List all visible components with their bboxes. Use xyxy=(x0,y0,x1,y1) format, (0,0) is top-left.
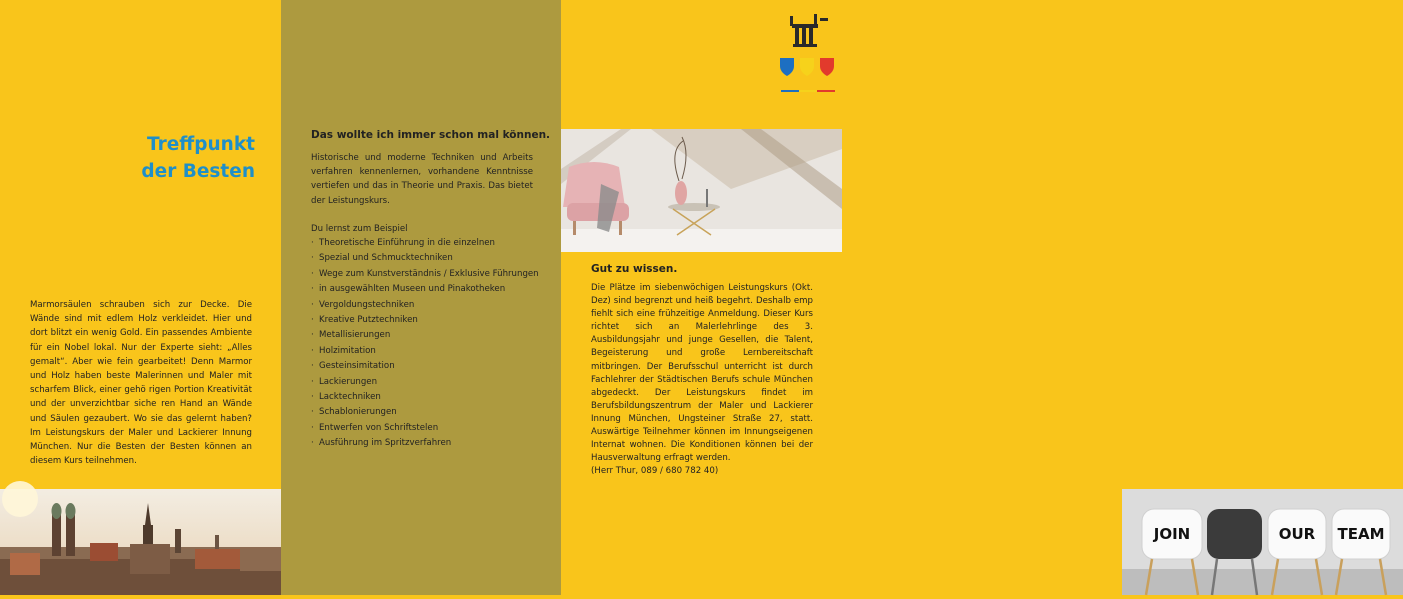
technique-list xyxy=(311,236,547,452)
list-item: · Lackierungen xyxy=(311,375,547,390)
info-paragraph xyxy=(591,282,813,478)
list-item: · Holzimitation xyxy=(311,344,547,359)
list-item: · Vergoldungstechniken xyxy=(311,298,547,313)
list-item: · in ausgewählten Museen und Pinakotheken xyxy=(311,282,547,297)
section-heading-info: Gut zu wissen. xyxy=(591,263,678,275)
list-lead: Du lernst zum Beispiel xyxy=(311,224,408,234)
list-item: · Entwerfen von Schriftstelen xyxy=(311,421,547,436)
list-item: · Ausführung im Spritzverfahren xyxy=(311,436,547,451)
list-item: · Metallisierungen xyxy=(311,328,547,343)
contact-info: (Herr Thur, 089 / 680 782 40) xyxy=(591,466,719,477)
page-title xyxy=(140,131,255,185)
middle-panel xyxy=(281,0,561,595)
left-panel xyxy=(0,0,281,595)
course-description: Historische und moderne Techniken und Arbeits verfahren kennenlernen, vorhandene Kenntnisse vertiefen und das in Theorie und Praxis. Das bietet der Leistungskurs. xyxy=(311,153,533,206)
sign-word-join: JOIN xyxy=(1153,525,1191,543)
list-item: · Wege zum Kunstverständnis / Exklusive Führungen xyxy=(311,267,547,282)
title-line-2: der Besten xyxy=(141,161,255,182)
intro-paragraph: Marmorsäulen schrauben sich zur Decke. Die Wände sind mit edlem Holz verkleidet. Hier und dort blitzt ein wenig Gold. Ein passendes Ambiente für ein Nobel lokal. Nur der Experte sieht: „Alles gemalt“. Aber wie fein gearbeitet! Denn Marmor und Holz haben beste Malerinnen und Maler mit scharfem Blick, einer gehö rigen Portion Kreativität und der unverzichtbar siche ren Hand an Wände und Säulen gezaubert. Wo sie das gelernt haben? Im Leistungskurs der Maler und Lackierer Innung München. Nur die Besten der Besten können an diesem Kurs teilnehmen. xyxy=(30,300,252,467)
info-text: Die Plätze im siebenwöchigen Leistungskurs (Okt. Dez) sind begrenzt und heiß begehrt. Deshalb emp fiehlt sich eine frühzeitige Anmeldung. Dieser Kurs richtet sich an Malerlehrlinge des 3. Ausbildungsjahr und junge Gesellen, die Talent, Begeisterung und große Lernbereitschaft mitbringen. Der Berufsschul unterricht ist durch Fachlehrer der Städtischen Berufs schule München abgedeckt. Der Leistungskurs findet im Berufsbildungszentrum der Maler und Lackierer Innung München, Ungsteiner Straße 27, statt. Auswärtige Teilnehmer können im Innungseigenen Internat wohnen. Die Konditionen können bei der Hausverwaltung erfragt werden. xyxy=(591,283,813,464)
munich-skyline-photo xyxy=(0,489,281,595)
list-item: · Theoretische Einführung in die einzelnen xyxy=(311,236,547,251)
innung-logo xyxy=(787,8,837,98)
list-item: · Schablonierungen xyxy=(311,405,547,420)
interior-photo xyxy=(561,129,842,252)
sign-word-team: TEAM xyxy=(1337,525,1385,543)
list-item: · Spezial und Schmucktechniken xyxy=(311,251,547,266)
list-item: · Gesteinsimitation xyxy=(311,359,547,374)
join-our-team-photo xyxy=(1122,489,1403,595)
list-item: · Kreative Putztechniken xyxy=(311,313,547,328)
title-line-1: Treffpunkt xyxy=(147,134,255,155)
sign-word-our: OUR xyxy=(1278,525,1316,543)
right-panel xyxy=(561,0,1385,595)
section-heading-courses: Das wollte ich immer schon mal können. xyxy=(311,129,551,141)
list-item: · Lacktechniken xyxy=(311,390,547,405)
